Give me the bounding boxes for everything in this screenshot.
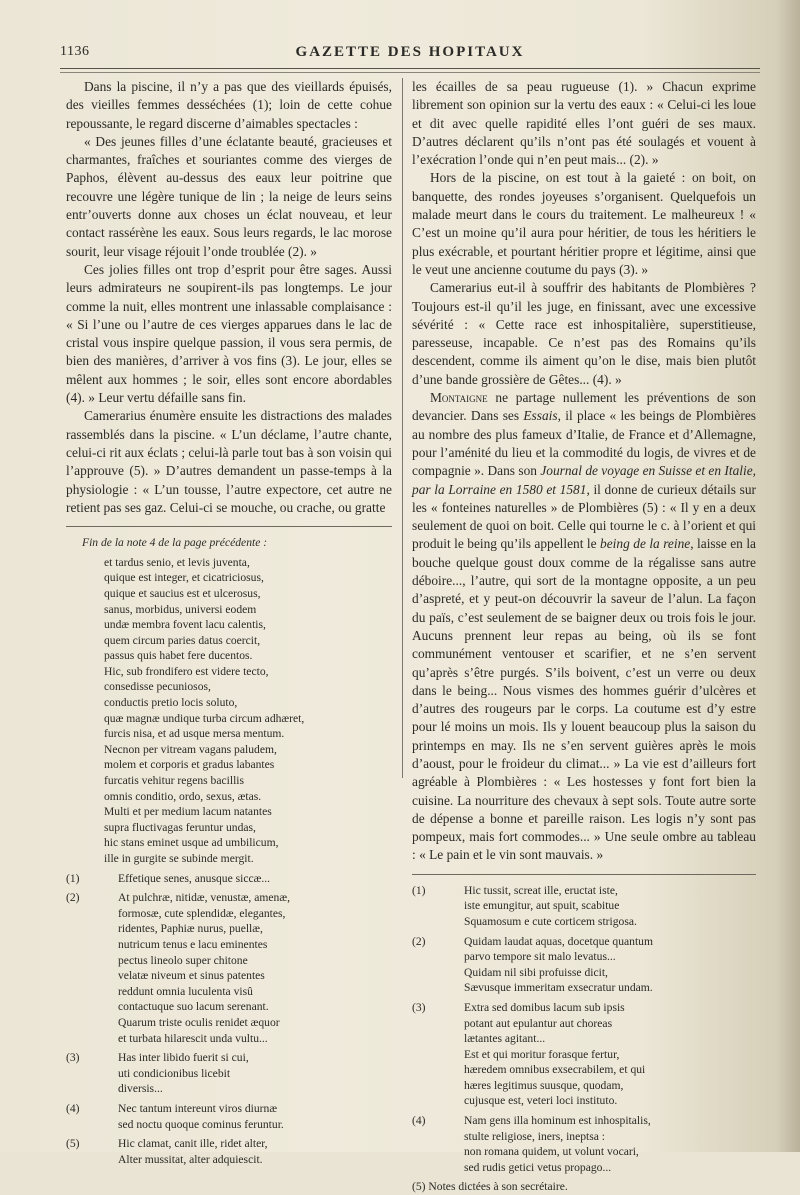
verse-line: reddunt omnia luculenta visû [118, 984, 253, 998]
verse-line: Quarum triste oculis renidet æquor [118, 1015, 280, 1029]
verse-line: potant aut epulantur aut choreas [464, 1016, 613, 1030]
footnotes-rule [412, 874, 756, 875]
footnote-verse [464, 1113, 756, 1175]
verse-line: furcis nisa, et ad usque mersa mentum. [104, 727, 285, 741]
journal-title: Journal de voyage en Suisse et en Italie, par la Lorraine en 1580 et 1581 [412, 463, 756, 497]
verse-line: diversis... [118, 1082, 163, 1096]
verse-line: Hic, sub frondifero est videre tecto, [104, 664, 269, 678]
running-title: GAZETTE DES HOPITAUX [295, 44, 525, 60]
verse-line: non romana quidem, ut volunt vocari, [464, 1145, 639, 1159]
verse-line: nutricum tenus e lacu eminentes [118, 937, 268, 951]
footnote-verse [464, 883, 756, 930]
right-notes-list [412, 883, 756, 1176]
left-paragraph: Camerarius énumère ensuite les distractions des malades rassemblés dans la piscine. « L’un déclame, l’autre chante, celui-ci rit aux éclats ; celui-là parle tout bas à son voisin qui l’approuve (5). » D’autres demandent un passe-temps à la physiologie : « L’un tousse, l’autre expectore, cet autre ne retient pas ses gaz. Celui-ci se mouche, ou crache, ou gratte [66, 408, 392, 515]
footnote-verse [464, 934, 756, 996]
verse-line: Nam gens illa hominum est inhospitalis, [464, 1114, 651, 1128]
footnote [412, 1113, 756, 1175]
verse-line: Extra sed domibus lacum sub ipsis [464, 1000, 625, 1014]
verse-line: uti condicionibus licebit [118, 1066, 231, 1080]
verse-line: et turbata hilarescit unda vultu... [118, 1031, 268, 1045]
verse-line: Multi et per medium lacum natantes [104, 805, 272, 819]
right-footnotes [412, 883, 756, 1195]
montaigne-text: , il place « les beings de Plombières au nombre des plus fameux d’Italie, de France et d’Allemagne, pour l’aménité du lieu et la commodité du logis, de vivres et de compagnie ». Dans son [412, 408, 757, 479]
verse-line: et tardus senio, et levis juventa, [104, 555, 250, 569]
verse-line: Nec tantum intereunt viros diurnæ [118, 1101, 278, 1115]
verse-line: ridentes, Paphiæ nurus, puellæ, [118, 922, 263, 936]
verse-line: Est et qui moritur forasque fertur, [464, 1047, 620, 1061]
footnote-verse [118, 890, 392, 1046]
verse-line: furcatis vehitur regens bacillis [104, 774, 245, 788]
right-paragraph: Hors de la piscine, on est tout à la gaieté : on boit, on banquette, des rondes joyeuses s’organisent. Quelquefois un malade meurt dans le cours du traitement. Le malheureux ! « C’est un moine qu’il aura pour héritier, de tous les héritiers le plus exécrable, et pourtant héritier propre et légitime, ainsi que le veut une ancienne coutume du pays (3). » [412, 170, 756, 277]
verse-line: supra fluctivagas feruntur undas, [104, 820, 256, 834]
footnote [66, 1050, 392, 1097]
verse-line: quæ magnæ undique turba circum adhæret, [104, 711, 305, 725]
verse-line: quem circum paries datus coercit, [104, 633, 261, 647]
verse-line: molem et corporis et gradus labantes [104, 758, 275, 772]
verse-line: Sævusque immeritam exsecratur undam. [464, 981, 653, 995]
page-header [60, 44, 760, 66]
footnote-verse [118, 1050, 392, 1097]
left-column [66, 78, 392, 1167]
verse-line: hæredem omnibus exsecrabilem, et qui [464, 1063, 646, 1077]
left-paragraph: Dans la piscine, il n’y a pas que des vieillards épuisés, des vieilles femmes desséchées (1); loin de cette cohue repoussante, le regard discerne d’aimables spectacles : [66, 79, 392, 131]
verse-line: Hic clamat, canit ille, ridet alter, [118, 1137, 268, 1151]
verse-line: lætantes agitant... [464, 1032, 546, 1046]
footnote [412, 1000, 756, 1109]
verse-line: sanus, morbidus, universi eodem [104, 602, 257, 616]
verse-line: conductis pretio locis soluto, [104, 696, 238, 710]
verse-line: pectus lineolo super chitone [118, 953, 248, 967]
footnote-number: (3) [412, 1000, 426, 1014]
verse-line: passus quis habet fere ducentos. [104, 649, 253, 663]
montaigne-text: , laisse en la bouche quelque goust doux comme de la régalisse sans autre déboire..., l’autre, qui sort de la montagne opposite, a un peu d’aspreté, et y peut-on découvrir la saveur de l’alun. La façon du païs, c’est seulement de se baigner deux ou trois fois le jour. Aucuns prennent leur repas au being, où ils se font communément ventouser et scarifier, et ne s’en servent qu’après s’être purgés. S’ils boivent, c’est un verre ou deux dans le being... Nous vismes des hommes guérir d’ulcères et d’autres des rougeurs par le corps. La coutume est d’y estre pour lé moins un mois. Ils y louent beaucoup plus la saison du printemps en may. Ils ne s’en servent guières après le mois d’aoust, pour le froideur du climat... » La vie est d’ailleurs fort agréable à Plombières : « Les hostesses y font fort bien la cuisine. La nourriture des chevaux à sept sols. Toute autre sorte de dépense a bonne et pareille raison. Les logis n’y sont pas pompeux, mais fort commodes... » Une seule ombre au tableau : « Le pain et le vin sont mauvais. » [412, 536, 756, 863]
montaigne-text: , il donne de curieux détails sur les « fonteines naturelles » de Plombières (5) : « Il y en a deux seulement de quoi on boit. Celle qui tourne le c. à l’orient et qui produit le being qu’ils appellent le [412, 481, 756, 552]
footnote [66, 1101, 392, 1132]
montaigne-name: Montaigne [430, 390, 488, 406]
footnote-number: (5) [66, 1137, 80, 1151]
montaigne-paragraph [412, 389, 756, 865]
right-column [412, 78, 756, 1195]
verse-line: stulte religiose, iners, ineptsa : [464, 1129, 606, 1143]
verse-line: ille in gurgite se subinde mergit. [104, 852, 254, 865]
verse-line: Has inter libido fuerit si cui, [118, 1051, 249, 1065]
footnote-number: (2) [412, 934, 426, 948]
verse-line: contactuque suo lacum serenant. [118, 1000, 269, 1014]
footnote-number: (4) [66, 1101, 80, 1115]
verse-line: hic stans eminet usque ad umbilicum, [104, 836, 279, 850]
verse-line: omnis conditio, ordo, sexus, ætas. [104, 789, 262, 803]
footnote-number: (1) [412, 883, 426, 897]
left-paragraph: « Des jeunes filles d’une éclatante beauté, gracieuses et charmantes, fraîches et souriantes comme des vierges de Paphos, élèvent au-dessus des eaux leur poitrine que recouvre une légère tunique de lin ; la neige de leurs seins entr’ouverts donne aux choses un éclat nouveau, et leur contact rassérène les eaux. Sous leurs regards, le lac morose sourit, leur visage réjouit l’onde troublée (2). » [66, 133, 392, 259]
footnote [412, 883, 756, 930]
left-paragraph: Ces jolies filles ont trop d’esprit pour être sages. Aussi leurs admirateurs ne soupirent-ils pas longtemps. Le jour comme la nuit, elles montrent une inlassable complaisance : « Si l’une ou l’autre de ces vierges apparues dans le lac de cristal vous inspire quelque passion, il vous sera permis, de bien des manières, d’arriver à vos fins (3). Le jour, elles se mêlent aux hommes ; le soir, elles sont encore abordables (4). » Leur vertu défaille sans fin. [66, 261, 392, 406]
footnote [66, 871, 392, 887]
footnote [66, 890, 392, 1046]
footnote-number: (2) [66, 891, 80, 905]
verse-line: sed noctu quoque cominus feruntur. [118, 1117, 284, 1131]
footnote [412, 934, 756, 996]
verse-line: Necnon per vitream vagans paludem, [104, 742, 277, 756]
verse-line: hæres legitimus suusque, quodam, [464, 1078, 624, 1092]
verse-line: sed rudis getici vetus propago... [464, 1160, 612, 1174]
verse-line: quique est integer, et cicatriciosus, [104, 571, 264, 585]
footnote-number: (4) [412, 1114, 426, 1128]
verse-line: iste emungitur, aut spuit, scabitue [464, 899, 620, 913]
verse-line: Effetique senes, anusque siccæ... [118, 871, 271, 885]
verse-line: consedisse pecuniosos, [104, 680, 211, 694]
footnote-verse [118, 871, 392, 887]
verse-line: velatæ niveum et sinus patentes [118, 969, 265, 983]
footnotes-rule [66, 526, 392, 527]
left-footnotes [66, 535, 392, 1167]
footnote-number: (3) [66, 1051, 80, 1065]
column-divider [402, 78, 403, 778]
header-rule [60, 68, 760, 69]
verse-line: parvo tempore sit malo levatus... [464, 950, 616, 964]
verse-line: quique et saucius est et ulcerosus, [104, 586, 261, 600]
verse-line: cujusque est, veteri loci instituto. [464, 1094, 618, 1108]
header-rule-secondary [60, 72, 760, 73]
footnote-verse [118, 1101, 392, 1132]
verse-line: Quidam laudat aquas, docetque quantum [464, 934, 653, 948]
verse-line: formosæ, cute splendidæ, elegantes, [118, 906, 286, 920]
verse-line: undæ membra fovent lacu calentis, [104, 618, 266, 632]
footnote-verse [464, 1000, 756, 1109]
continued-verse [104, 555, 392, 867]
page-number: 1136 [60, 44, 90, 59]
verse-line: At pulchræ, nitidæ, venustæ, amenæ, [118, 891, 290, 905]
verse-line: Alter mussitat, alter adquiescit. [118, 1152, 263, 1166]
montaigne-text: ne partage nullement les préventions de son devancier. Dans ses [412, 390, 756, 424]
being-reine: being de la reine [600, 536, 691, 552]
footnote-5: (5) Notes dictées à son secrétaire. [412, 1180, 568, 1194]
verse-line: Hic tussit, screat ille, eructat iste, [464, 883, 618, 897]
right-paragraph: les écailles de sa peau rugueuse (1). » Chacun exprime librement son opinion sur la vertu des eaux : « Celui-ci les loue et dit avec quelle rapidité elles l’ont guéri de ses maux. D’autres déclarent qu’ils n’ont pas été soulagés et vouent à l’exécration l’onde qui n’en peut mais... (2). » [412, 79, 756, 168]
left-notes-list [66, 871, 392, 1168]
footnote-lead: Fin de la note 4 de la page précédente : [82, 536, 268, 550]
footnote-number: (1) [66, 871, 80, 885]
verse-line: Squamosum e cute corticem strigosa. [464, 914, 637, 928]
verse-line: Quidam nil sibi profuisse dicit, [464, 965, 608, 979]
right-paragraph: Camerarius eut-il à souffrir des habitants de Plombières ? Toujours est-il qu’il les juge, en finissant, avec une excessive sévérité : « Cette race est inhospitalière, superstitieuse, paresseuse, incapable. Ce n’est pas des Romains qu’ils descendent, comme ils aiment qu’on le dise, mais bien plutôt d’une bande grossière de Gêtes... (4). » [412, 280, 756, 387]
essais-title: Essais [523, 408, 558, 424]
